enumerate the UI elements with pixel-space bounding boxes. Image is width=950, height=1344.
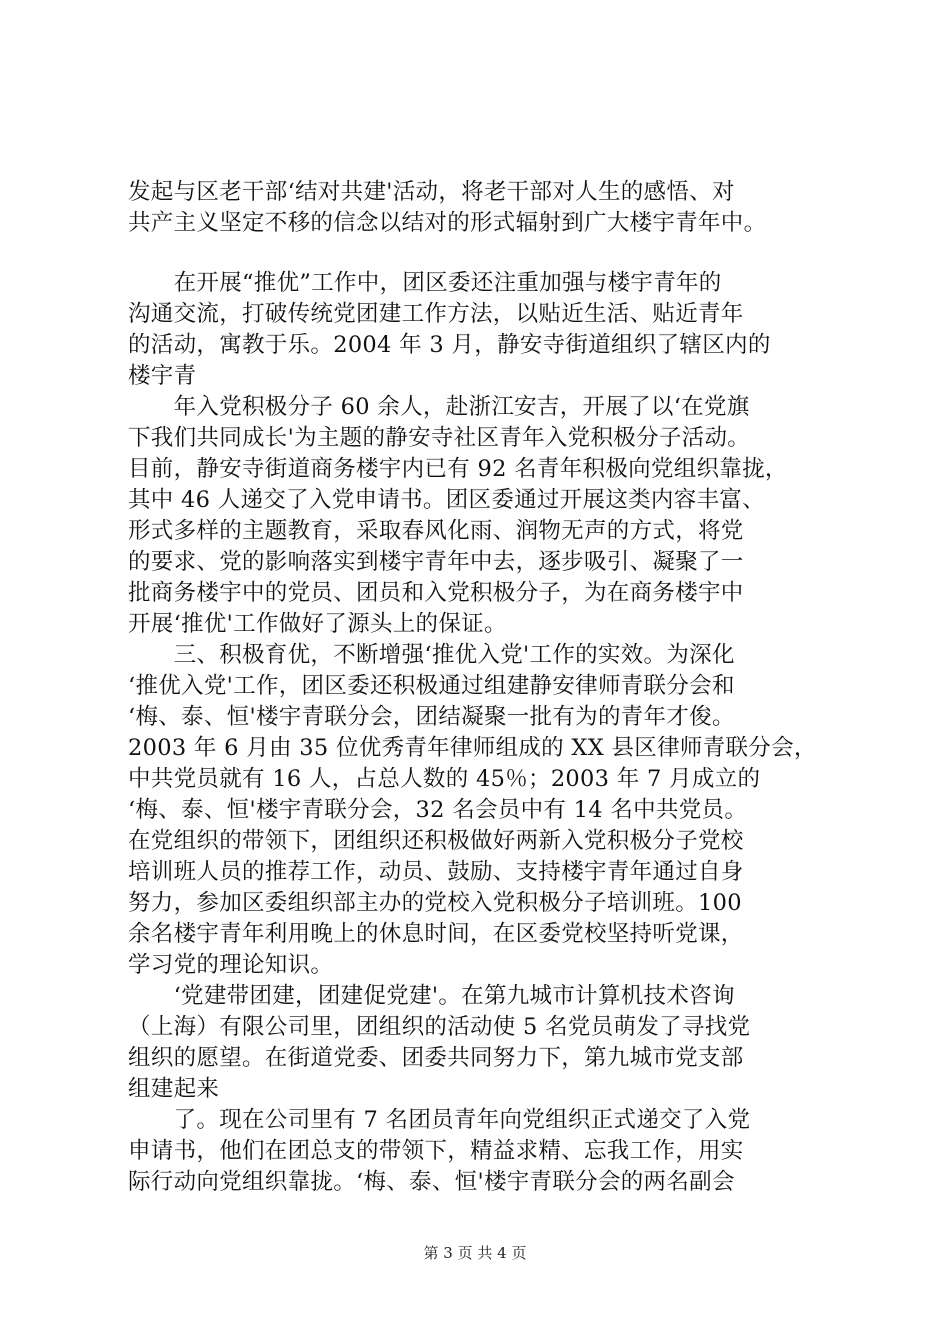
text-line: 楼宇青 xyxy=(128,363,197,389)
text-line: 余名楼宇青年利用晚上的休息时间，在区委党校坚持听党课， xyxy=(128,921,744,947)
text-line: 组织的愿望。在街道党委、团委共同努力下，第九城市党支部 xyxy=(128,1045,744,1071)
text-line: 际行动向党组织靠拢。‘梅、泰、恒'楼宇青联分会的两名副会 xyxy=(128,1169,735,1195)
text-line: ‘党建带团建，团建促党建'。在第九城市计算机技术咨询 xyxy=(128,983,735,1009)
text-line: ‘梅、泰、恒'楼宇青联分会，32 名会员中有 14 名中共党员。 xyxy=(128,797,748,823)
text-line: 中共党员就有 16 人，占总人数的 45％；2003 年 7 月成立的 xyxy=(128,766,761,792)
text-line: 培训班人员的推荐工作，动员、鼓励、支持楼宇青年通过自身 xyxy=(128,859,744,885)
text-line: 发起与区老干部‘结对共建'活动，将老干部对人生的感悟、对 xyxy=(128,179,735,205)
text-line: 年入党积极分子 60 余人，赴浙江安吉，开展了以‘在党旗 xyxy=(128,394,750,420)
text-line: 申请书，他们在团总支的带领下，精益求精、忘我工作，用实 xyxy=(128,1138,744,1164)
text-line: 目前，静安寺街道商务楼宇内已有 92 名青年积极向党组织靠拢， xyxy=(128,456,788,482)
text-line: 在开展“推优”工作中，团区委还注重加强与楼宇青年的 xyxy=(128,270,722,296)
text-line: 共产主义坚定不移的信念以结对的形式辐射到广大楼宇青年中。 xyxy=(128,210,767,236)
text-line: 开展‘推优'工作做好了源头上的保证。 xyxy=(128,611,507,637)
text-line: 三、积极育优，不断增强‘推优入党'工作的实效。为深化 xyxy=(128,642,735,668)
text-line: 其中 46 人递交了入党申请书。团区委通过开展这类内容丰富、 xyxy=(128,487,765,513)
text-line: ‘梅、泰、恒'楼宇青联分会，团结凝聚一批有为的青年才俊。 xyxy=(128,704,735,730)
text-line: 在党组织的带领下，团组织还积极做好两新入党积极分子党校 xyxy=(128,828,744,854)
text-line: 形式多样的主题教育，采取春风化雨、润物无声的方式，将党 xyxy=(128,518,744,544)
text-line: 学习党的理论知识。 xyxy=(128,952,334,978)
text-line: 沟通交流，打破传统党团建工作方法，以贴近生活、贴近青年 xyxy=(128,301,744,327)
text-line: 努力，参加区委组织部主办的党校入党积极分子培训班。100 xyxy=(128,890,742,916)
text-line: 2003 年 6 月由 35 位优秀青年律师组成的 XX 县区律师青联分会， xyxy=(128,735,817,761)
text-line: 批商务楼宇中的党员、团员和入党积极分子，为在商务楼宇中 xyxy=(128,580,744,606)
page-number-footer: 第 3 页 共 4 页 xyxy=(423,1244,527,1262)
text-line: 的活动，寓教于乐。2004 年 3 月，静安寺街道组织了辖区内的 xyxy=(128,332,771,358)
text-line: 下我们共同成长'为主题的静安寺社区青年入党积极分子活动。 xyxy=(128,425,751,451)
text-line: 组建起来 xyxy=(128,1076,220,1102)
text-line: ‘推优入党'工作，团区委还积极通过组建静安律师青联分会和 xyxy=(128,673,735,699)
text-line: 的要求、党的影响落实到楼宇青年中去，逐步吸引、凝聚了一 xyxy=(128,549,744,575)
text-line: （上海）有限公司里，团组织的活动使 5 名党员萌发了寻找党 xyxy=(128,1014,751,1040)
text-line: 了。现在公司里有 7 名团员青年向党组织正式递交了入党 xyxy=(128,1107,751,1133)
